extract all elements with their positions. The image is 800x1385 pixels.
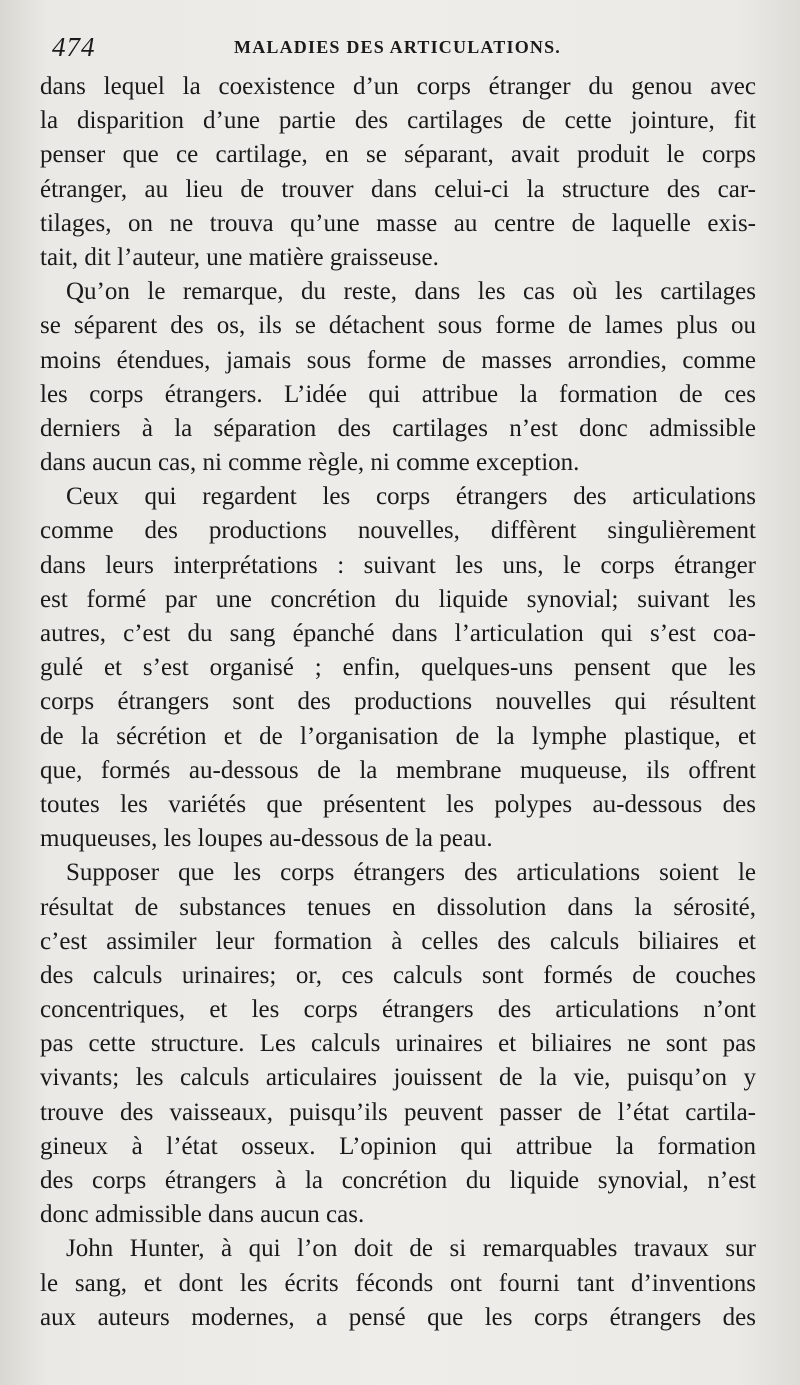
text-line: concentriques, et les corps étrangers des articulations n’ont [40, 996, 756, 1024]
text-line: comme des productions nouvelles, diffèrent singulièrement [40, 517, 756, 545]
text-line: résultat de substances tenues en dissolution dans la sérosité, [40, 893, 756, 921]
text-line: corps étrangers sont des productions nouvelles qui résultent [40, 688, 756, 716]
text-line: gineux à l’état osseux. L’opinion qui attribue la formation [40, 1132, 756, 1160]
text-line: c’est assimiler leur formation à celles des calculs biliaires et [40, 927, 756, 955]
page-number: 474 [52, 32, 96, 62]
text-line: la disparition d’une partie des cartilages de cette jointure, fit [40, 107, 756, 135]
text-line: dans aucun cas, ni comme règle, ni comme exception. [40, 449, 580, 477]
text-line: autres, c’est du sang épanché dans l’articulation qui s’est coa- [40, 620, 756, 647]
text-line: dans leurs interprétations : suivant les uns, le corps étranger [40, 551, 756, 579]
text-line: le sang, et dont les écrits féconds ont fourni tant d’inventions [40, 1269, 756, 1297]
text-line: Ceux qui regardent les corps étrangers des articulations [66, 483, 756, 511]
text-line: penser que ce cartilage, en se séparant, avait produit le corps [40, 141, 756, 169]
text-line: donc admissible dans aucun cas. [40, 1201, 365, 1229]
text-line: moins étendues, jamais sous forme de masses arrondies, comme [40, 346, 756, 374]
text-line: se séparent des os, ils se détachent sous forme de lames plus ou [40, 312, 756, 340]
text-line: vivants; les calculs articulaires jouissent de la vie, puisqu’on y [40, 1064, 756, 1092]
text-line: derniers à la séparation des cartilages n’est donc admissible [40, 414, 756, 442]
text-line: des corps étrangers à la concrétion du liquide synovial, n’est [40, 1167, 756, 1194]
text-line: tilages, on ne trouva qu’une masse au centre de laquelle exis- [40, 209, 756, 237]
text-line: étranger, au lieu de trouver dans celui-ci la structure des car- [40, 175, 756, 203]
text-line: toutes les variétés que présentent les polypes au-dessous des [40, 790, 756, 818]
text-line: est formé par une concrétion du liquide synovial; suivant les [40, 585, 756, 613]
text-line: Supposer que les corps étrangers des articulations soient le [66, 859, 756, 887]
body-text [40, 70, 756, 1335]
text-line: aux auteurs modernes, a pensé que les corps étrangers des [40, 1303, 756, 1331]
text-line: gulé et s’est organisé ; enfin, quelques-uns pensent que les [40, 654, 756, 682]
text-line: pas cette structure. Les calculs urinaires et biliaires ne sont pas [40, 1030, 756, 1058]
text-line: Qu’on le remarque, du reste, dans les cas où les cartilages [66, 278, 756, 306]
page-header [52, 32, 752, 62]
text-line: des calculs urinaires; or, ces calculs sont formés de couches [40, 961, 756, 989]
text-line: les corps étrangers. L’idée qui attribue la formation de ces [40, 380, 756, 408]
text-line: dans lequel la coexistence d’un corps étranger du genou avec [40, 73, 756, 100]
text-line: de la sécrétion et de l’organisation de la lymphe plastique, et [40, 722, 756, 750]
text-line: que, formés au-dessous de la membrane muqueuse, ils offrent [40, 756, 756, 784]
text-line: trouve des vaisseaux, puisqu’ils peuvent passer de l’état cartila- [40, 1098, 756, 1126]
text-line: John Hunter, à qui l’on doit de si remarquables travaux sur [66, 1235, 756, 1263]
text-line: muqueuses, les loupes au-dessous de la peau. [40, 825, 493, 853]
text-line: tait, dit l’auteur, une matière graisseuse. [40, 243, 439, 271]
running-head: MALADIES DES ARTICULATIONS. [234, 37, 562, 57]
